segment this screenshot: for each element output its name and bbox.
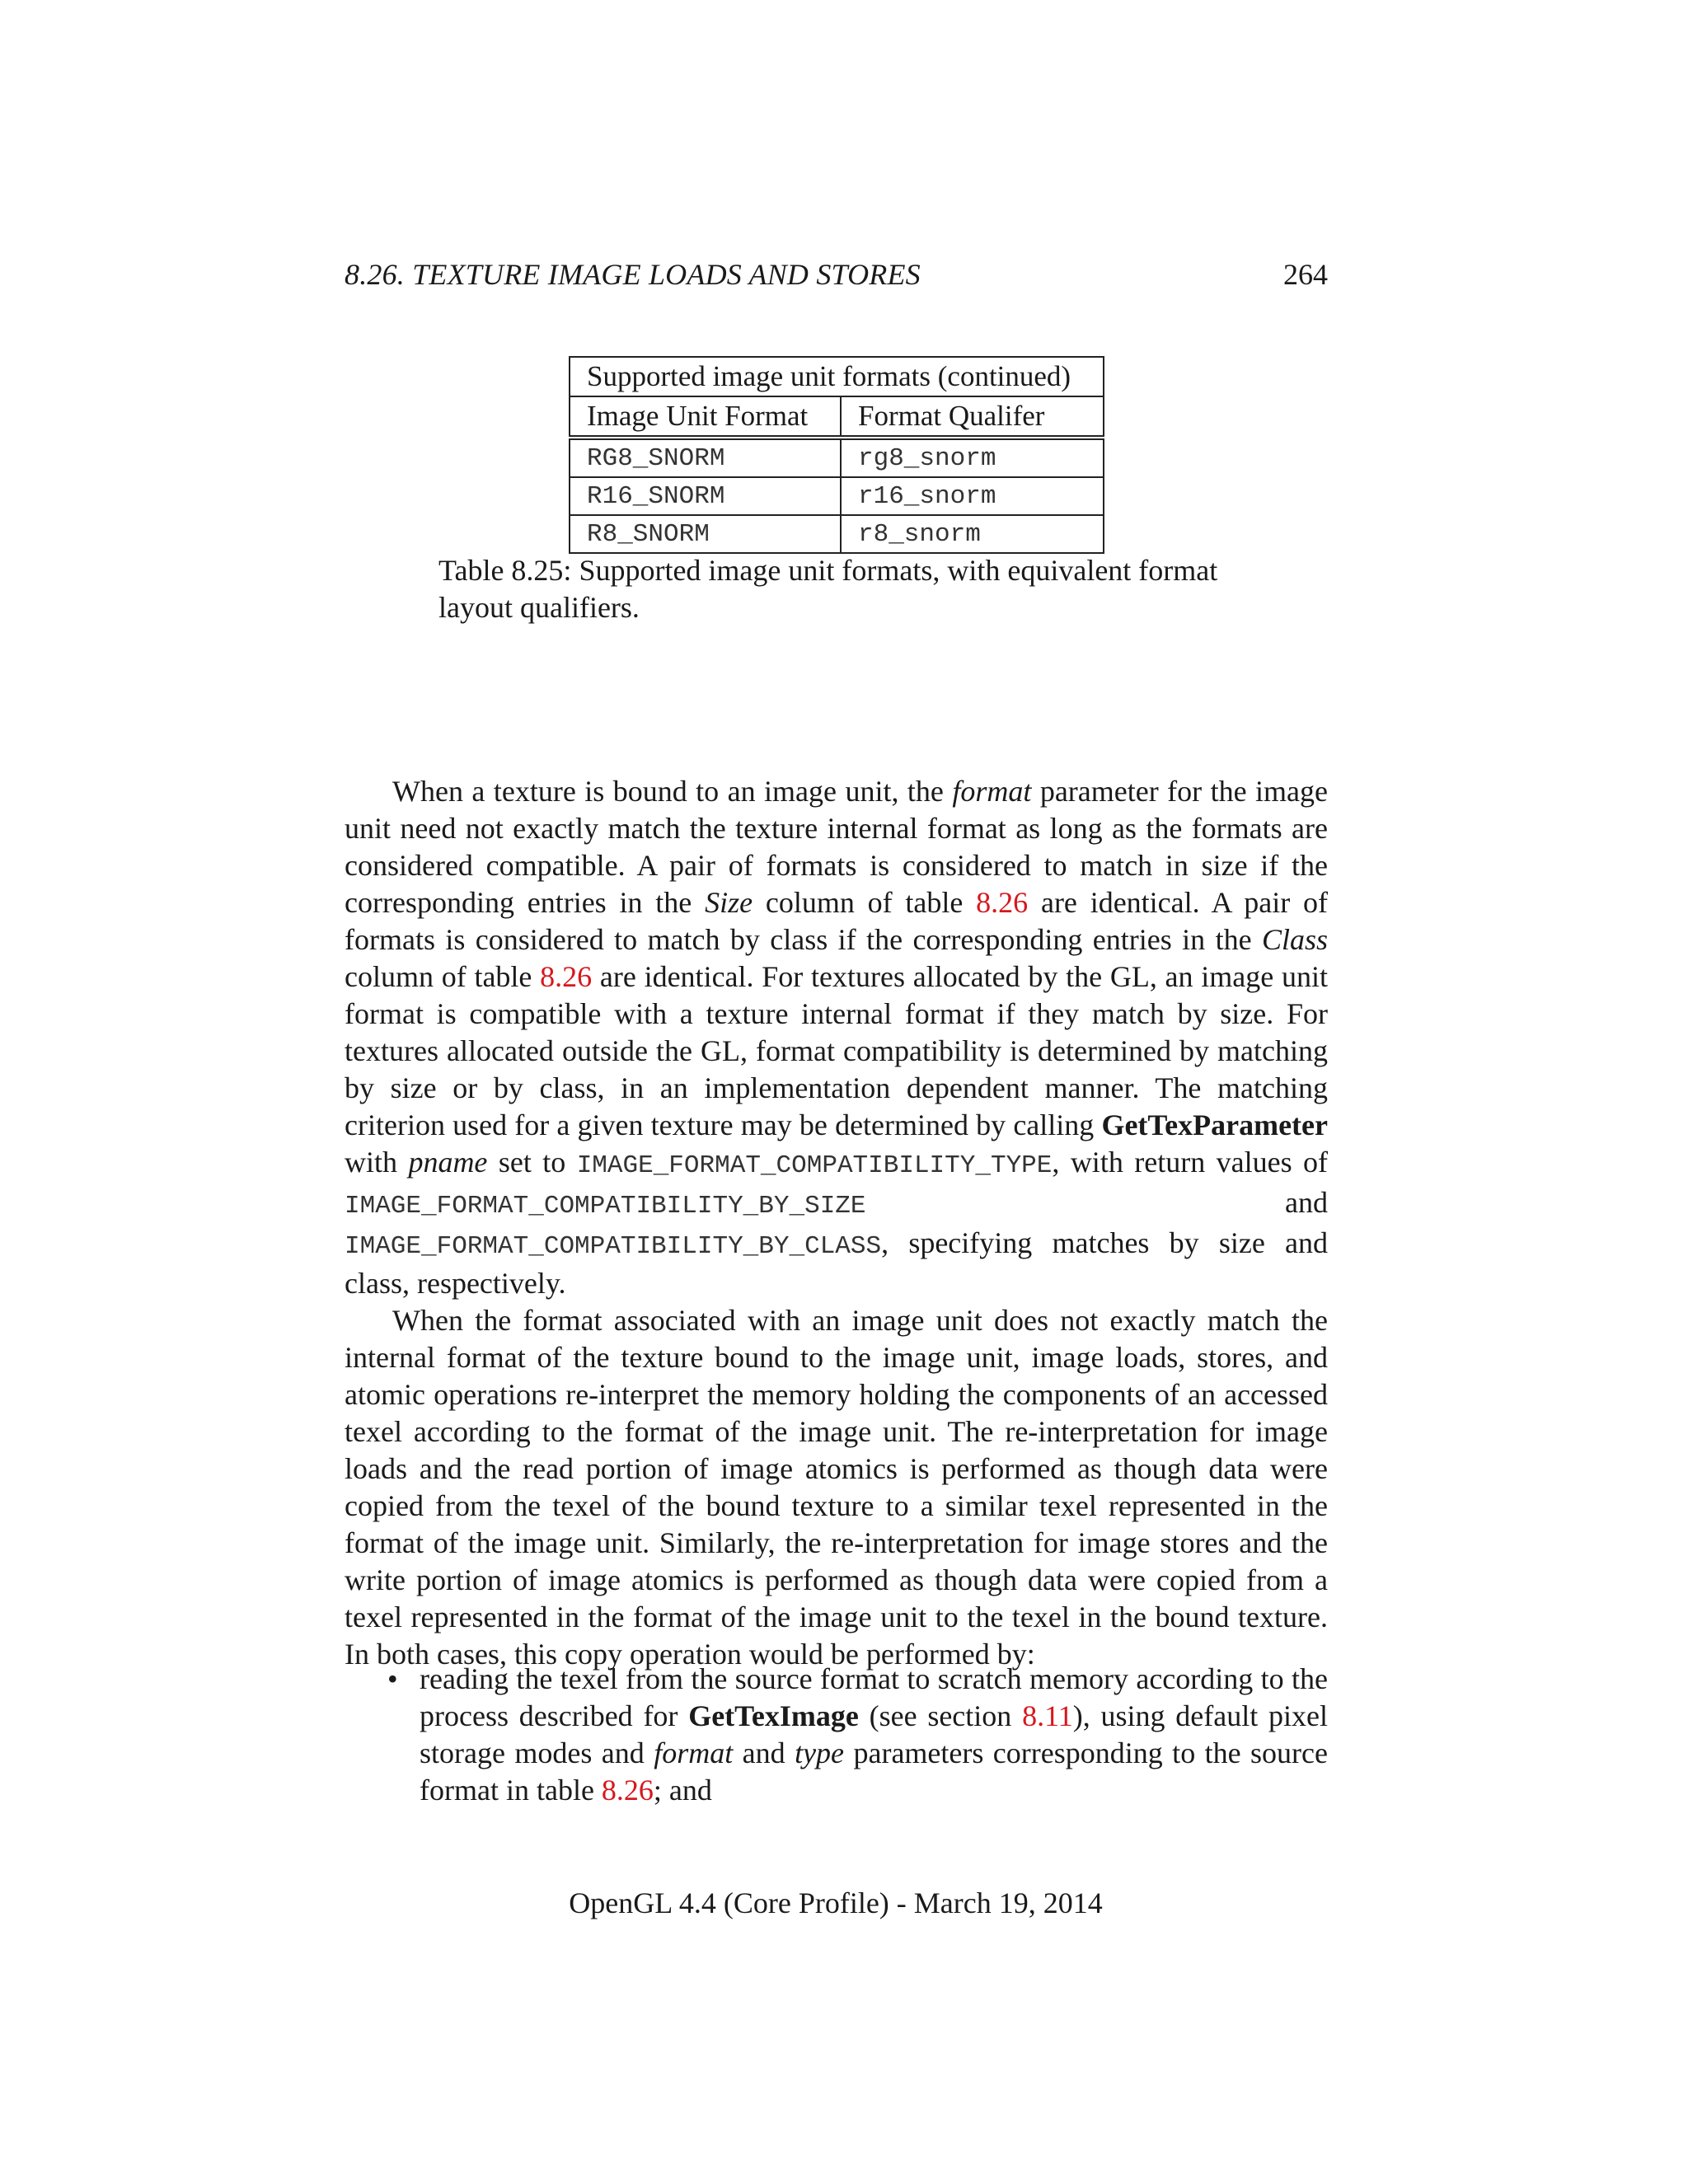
column-header: Format Qualifer [841,396,1104,438]
table-caption-row [570,357,1104,396]
paragraph: When a texture is bound to an image unit, the format parameter for the image unit need not exactly match the texture internal format as long as the formats are considered compatible. A pair of formats is considered to match in size if the corresponding entries in the Size column of table 8.26 are identical. A pair of formats is considered to match by class if the corresponding entries in the Class column of table 8.26 are identical. For textures allocated by the GL, an image unit format is compatible with a texture internal format if they match by size. For textures allocated outside the GL, format compatibility is determined by matching by size or by class, in an implementation dependent manner. The matching criterion used for a given texture may be determined by calling GetTexParameter with pname set to IMAGE_FORMAT_COMPATIBILITY_TYPE, with return values of IMAGE_FORMAT_COMPATIBILITY_BY_SIZE and IMAGE_FORMAT_COMPATIBILITY_BY_CLASS, specifying matches by size and class, respectively. [345,775,1329,1300]
page-footer: OpenGL 4.4 (Core Profile) - March 19, 2014 [569,1886,1103,1919]
table-cell: r8_snorm [841,515,1104,553]
table-cell: rg8_snorm [841,438,1104,477]
column-header: Image Unit Format [570,396,841,438]
param-pname: pname [408,1146,488,1179]
bullet-list [387,1661,1328,1809]
param-format: format [952,775,1032,808]
table-link[interactable]: 8.26 [540,960,593,993]
table-caption: Table 8.25: Supported image unit formats, with equivalent format layout qualifiers. [438,554,1218,624]
paragraph: When the format associated with an image unit does not exactly match the internal format of the texture bound to the image unit, image loads, stores, and atomic operations re-interpret the memory holding the components of an accessed texel according to the format of the image unit. The re-interpretation for image loads and the read portion of image atomics is performed as though data were copied from the texel of the bound texture to a similar texel represented in the format of the image unit. Similarly, the re-interpretation for image stores and the write portion of image atomics is performed as though data were copied from a texel represented in the format of the image unit to the texel in the bound texture. In both cases, this copy operation would be performed by: [345,1304,1328,1671]
class-column: Class [1261,923,1328,956]
page-number: 264 [1283,258,1328,291]
section-title: 8.26. TEXTURE IMAGE LOADS AND STORES [345,258,921,291]
table-cell: r16_snorm [841,477,1104,515]
param-type: type [795,1736,845,1769]
table-link[interactable]: 8.26 [601,1774,654,1807]
table-header-row [570,396,1104,438]
table-cell: RG8_SNORM [570,438,841,477]
list-item: reading the texel from the source format to scratch memory according to the process described for GetTexImage (see section 8.11), using default pixel storage modes and format and type parameters corresponding to the source format in table 8.26; and [420,1662,1328,1807]
body-text [345,773,1328,1673]
table-link[interactable]: 8.26 [976,886,1029,919]
section-link[interactable]: 8.11 [1022,1699,1073,1732]
table-cell: R16_SNORM [570,477,841,515]
running-header [345,257,1328,298]
bullet-icon: • [387,1662,398,1695]
constant: IMAGE_FORMAT_COMPATIBILITY_BY_SIZE [345,1192,866,1221]
command-name: GetTexImage [688,1699,859,1732]
table-row [570,515,1104,553]
table-cell: R8_SNORM [570,515,841,553]
constant: IMAGE_FORMAT_COMPATIBILITY_TYPE [576,1151,1053,1180]
command-name: GetTexParameter [1101,1108,1328,1141]
table-row [570,477,1104,515]
param-format: format [654,1736,734,1769]
table-row [570,438,1104,477]
constant: IMAGE_FORMAT_COMPATIBILITY_BY_CLASS [345,1232,882,1261]
formats-table [569,356,1104,554]
size-column: Size [705,886,753,919]
table-title: Supported image unit formats (continued) [570,357,1104,396]
